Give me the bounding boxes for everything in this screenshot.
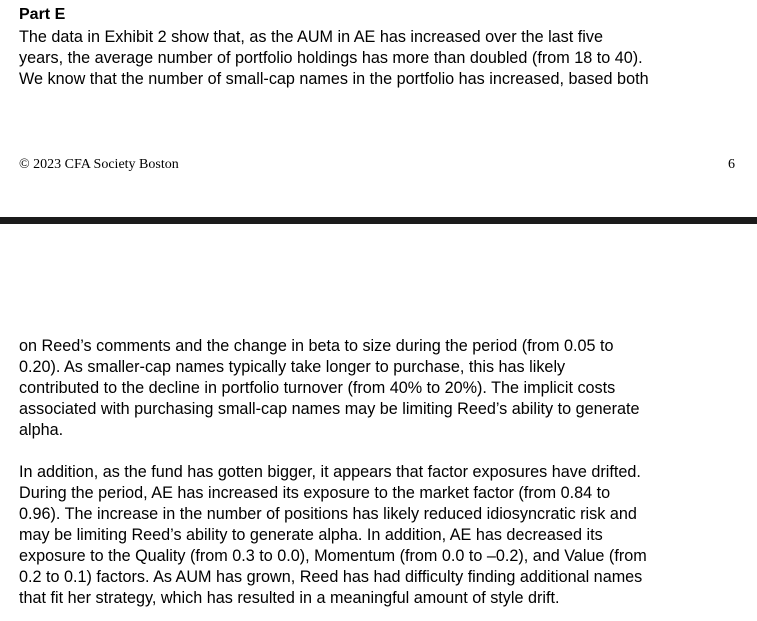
paragraph-line: We know that the number of small-cap names in the portfolio has increased, based both bbox=[19, 70, 649, 88]
paragraph-line: alpha. bbox=[19, 421, 64, 439]
paragraph-line: that fit her strategy, which has resulted in a meaningful amount of style drift. bbox=[19, 589, 560, 607]
paragraph-line: on Reed’s comments and the change in beta to size during the period (from 0.05 to bbox=[19, 337, 614, 355]
paragraph-1 bbox=[19, 27, 744, 90]
paragraph-line: In addition, as the fund has gotten bigger, it appears that factor exposures have drifted. bbox=[19, 463, 641, 481]
paragraph-line: The data in Exhibit 2 show that, as the AUM in AE has increased over the last five bbox=[19, 28, 603, 46]
paragraph-line: contributed to the decline in portfolio turnover (from 40% to 20%). The implicit costs bbox=[19, 379, 616, 397]
footer-copyright: © 2023 CFA Society Boston bbox=[19, 157, 179, 172]
page-6-bottom bbox=[0, 0, 757, 217]
paragraph-line: 0.20). As smaller-cap names typically take longer to purchase, this has likely bbox=[19, 358, 566, 376]
section-heading: Part E bbox=[19, 6, 66, 23]
paragraph-line: 0.96). The increase in the number of positions has likely reduced idiosyncratic risk and bbox=[19, 505, 637, 523]
paragraph-line: 0.2 to 0.1) factors. As AUM has grown, Reed has had difficulty finding additional names bbox=[19, 568, 643, 586]
paragraph-2 bbox=[19, 336, 744, 441]
page-separator bbox=[0, 217, 757, 224]
paragraph-line: years, the average number of portfolio holdings has more than doubled (from 18 to 40). bbox=[19, 49, 643, 67]
paragraph-line: associated with purchasing small-cap names may be limiting Reed’s ability to generate bbox=[19, 400, 640, 418]
paragraph-line: exposure to the Quality (from 0.3 to 0.0), Momentum (from 0.0 to –0.2), and Value (from bbox=[19, 547, 647, 565]
paragraph-3 bbox=[19, 462, 744, 609]
footer-page-number: 6 bbox=[728, 157, 735, 172]
paragraph-line: may be limiting Reed’s ability to generate alpha. In addition, AE has decreased its bbox=[19, 526, 603, 544]
paragraph-line: During the period, AE has increased its exposure to the market factor (from 0.84 to bbox=[19, 484, 611, 502]
